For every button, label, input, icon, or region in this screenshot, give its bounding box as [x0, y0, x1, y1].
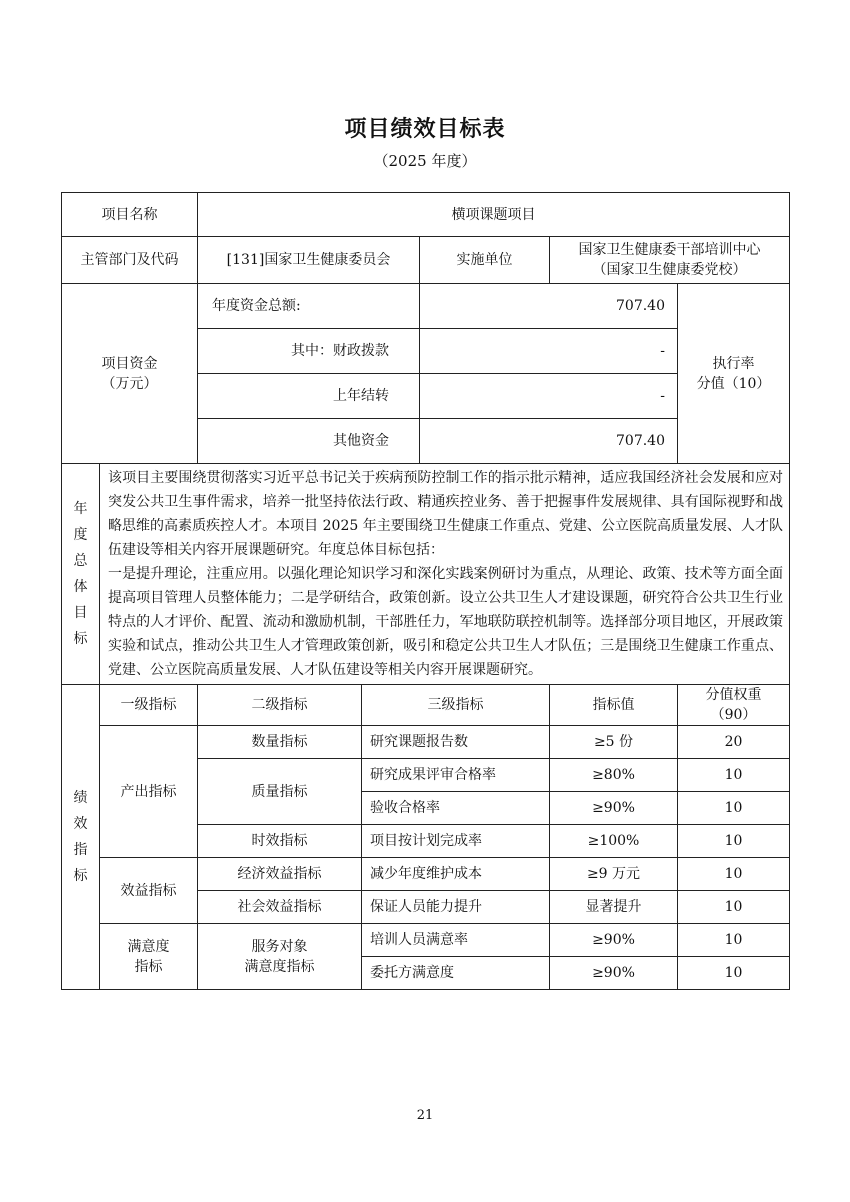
header-level1: 一级指标: [100, 685, 198, 726]
indicators-char: 效: [73, 816, 88, 832]
table-row: [62, 924, 790, 957]
indicator-value: ≥9 万元: [550, 858, 678, 891]
indicator-name: 培训人员满意率: [362, 924, 550, 957]
indicator-name: 委托方满意度: [362, 957, 550, 990]
project-funds-label: [62, 284, 198, 464]
other-funds-label: 其他资金: [198, 419, 420, 464]
performance-indicators-label: [62, 685, 100, 990]
indicator-value: ≥90%: [550, 957, 678, 990]
indicator-value: 显著提升: [550, 891, 678, 924]
header-weight-line2: （90）: [710, 707, 757, 723]
indicator-weight: 20: [678, 726, 790, 759]
carryover-label: 上年结转: [198, 374, 420, 419]
header-level3: 三级指标: [362, 685, 550, 726]
unit-value-line2: （国家卫生健康委党校）: [592, 262, 747, 278]
social-benefit-label: 社会效益指标: [198, 891, 362, 924]
indicator-weight: 10: [678, 825, 790, 858]
project-name-value: 横项课题项目: [198, 193, 790, 237]
page-title: 项目绩效目标表: [344, 117, 506, 142]
economic-benefit-label: 经济效益指标: [198, 858, 362, 891]
indicator-name: 减少年度维护成本: [362, 858, 550, 891]
indicator-weight: 10: [678, 792, 790, 825]
indicators-char: 绩: [73, 790, 88, 806]
annual-total-label: 年度资金总额:: [198, 284, 420, 329]
header-value: 指标值: [550, 685, 678, 726]
indicator-weight: 10: [678, 858, 790, 891]
table-row: [62, 858, 790, 891]
annual-goal-char: 标: [73, 631, 88, 647]
annual-goal-description: [100, 464, 790, 685]
annual-goal-paragraph-2: 一是提升理论，注重应用。以强化理论知识学习和深化实践案例研讨为重点，从理论、政策、技术等方面全面提高项目管理人员整体能力；二是学研结合，政策创新。设立公共卫生人才建设课题，研究符合公共卫生行业特点的人才评价、配置、流动和激励机制，干部胜任力，军地联防联控机制等。选择部分项目地区，开展政策实验和试点，推动公共卫生人才管理政策创新，吸引和稳定公共卫生人才队伍；三是围绕卫生健康工作重点、党建、公立医院高质量发展、人才队伍建设等相关内容开展课题研究。: [108, 566, 784, 678]
satisfaction-line1: 满意度: [127, 938, 170, 955]
indicator-name: 保证人员能力提升: [362, 891, 550, 924]
execution-rate-score: 分值（10）: [696, 375, 771, 392]
indicator-name: 项目按计划完成率: [362, 825, 550, 858]
execution-rate-cell: [678, 284, 790, 464]
indicator-weight: 10: [678, 891, 790, 924]
fiscal-allocation-value: -: [420, 329, 678, 374]
benefit-indicator-label: 效益指标: [100, 858, 198, 924]
page-subtitle: （2025 年度）: [373, 152, 477, 170]
indicator-name: 验收合格率: [362, 792, 550, 825]
service-line2: 满意度指标: [244, 958, 315, 975]
performance-target-table: [61, 192, 790, 990]
indicator-name: 研究课题报告数: [362, 726, 550, 759]
funds-label-line2: （万元）: [101, 375, 158, 392]
indicator-weight: 10: [678, 924, 790, 957]
department-label: 主管部门及代码: [62, 237, 198, 284]
indicator-value: ≥5 份: [550, 726, 678, 759]
annual-goal-paragraph-1: 该项目主要围绕贯彻落实习近平总书记关于疾病预防控制工作的指示批示精神，适应我国经济社会发展和应对突发公共卫生事件需求，培养一批坚持依法行政、精通疾控业务、善于把握事件发展规律、具有国际视野和战略思维的高素质疾控人才。本项目 2025 年主要围绕卫生健康工作重点、党建、公立医院高质量发展、人才队伍建设等相关内容开展课题研究。年度总体目标包括：: [108, 470, 784, 558]
header-level2: 二级指标: [198, 685, 362, 726]
indicator-value: ≥90%: [550, 792, 678, 825]
carryover-value: -: [420, 374, 678, 419]
annual-goal-label: [62, 464, 100, 685]
unit-value-line1: 国家卫生健康委干部培训中心: [578, 242, 761, 258]
other-funds-value: 707.40: [420, 419, 678, 464]
table-row: [62, 726, 790, 759]
indicator-weight: 10: [678, 759, 790, 792]
indicator-value: ≥100%: [550, 825, 678, 858]
quantity-indicator-label: 数量指标: [198, 726, 362, 759]
service-satisfaction-label: [198, 924, 362, 990]
execution-rate-label: 执行率: [712, 355, 755, 372]
indicator-value: ≥90%: [550, 924, 678, 957]
fiscal-allocation-label: 其中：财政拨款: [198, 329, 420, 374]
implementing-unit-label: 实施单位: [420, 237, 550, 284]
header-weight-line1: 分值权重: [705, 687, 762, 703]
implementing-unit-value: [550, 237, 790, 284]
indicator-value: ≥80%: [550, 759, 678, 792]
page-number: 21: [416, 1108, 434, 1123]
annual-goal-char: 目: [73, 605, 88, 621]
funds-label-line1: 项目资金: [101, 355, 158, 372]
annual-total-value: 707.40: [420, 284, 678, 329]
quality-indicator-label: 质量指标: [198, 759, 362, 825]
output-indicator-label: 产出指标: [100, 726, 198, 858]
indicators-char: 标: [73, 868, 88, 884]
department-value: [131]国家卫生健康委员会: [198, 237, 420, 284]
timeliness-indicator-label: 时效指标: [198, 825, 362, 858]
satisfaction-indicator-label: [100, 924, 198, 990]
annual-goal-char: 总: [73, 553, 88, 569]
annual-goal-char: 年: [73, 501, 88, 517]
project-name-label: 项目名称: [62, 193, 198, 237]
annual-goal-char: 度: [73, 527, 88, 543]
service-line1: 服务对象: [251, 938, 308, 955]
satisfaction-line2: 指标: [134, 958, 163, 975]
indicator-name: 研究成果评审合格率: [362, 759, 550, 792]
indicator-weight: 10: [678, 957, 790, 990]
annual-goal-char: 体: [73, 579, 88, 595]
header-weight: [678, 685, 790, 726]
indicators-char: 指: [73, 842, 88, 858]
